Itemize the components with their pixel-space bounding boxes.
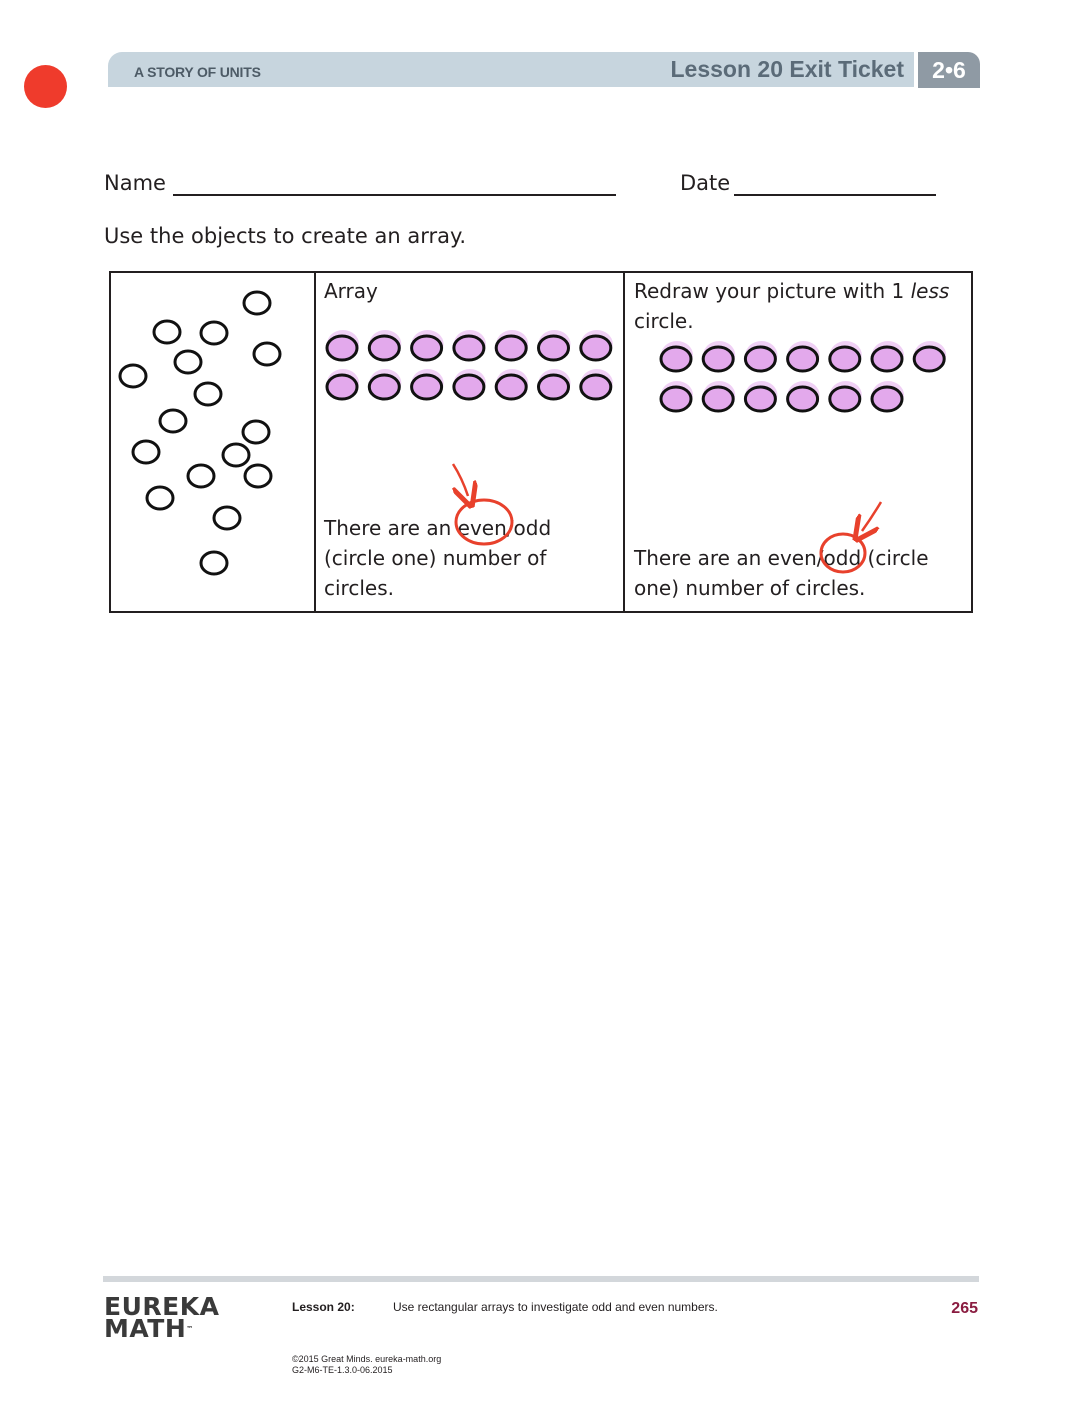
array-circle [454,375,484,399]
array-circle [539,375,569,399]
redraw-drawing [661,341,946,411]
redraw-circle [745,387,775,411]
array-circle [539,336,569,360]
object-circle [214,507,240,529]
redraw-circle [830,347,860,371]
array-statement-line-2: (circle one) number of [324,546,547,570]
redraw-circle [703,387,733,411]
redraw-circle [872,347,902,371]
statement-prefix: There are an [324,516,458,540]
object-circle [254,343,280,365]
redraw-circle [661,387,691,411]
answer-annotations [453,464,881,572]
copyright-line: ©2015 Great Minds. eureka-math.org [292,1354,442,1364]
redraw-circle [703,347,733,371]
logo-trademark: ™ [186,1325,194,1333]
redraw-circle [788,347,818,371]
document-code: G2-M6-TE-1.3.0-06.2015 [292,1365,393,1375]
even-answer-circle [456,500,512,544]
date-label: Date [680,171,731,195]
redraw-circle [872,387,902,411]
scattered-objects [120,292,280,574]
option-odd[interactable]: odd [513,516,552,540]
object-circle [195,383,221,405]
object-circle [243,421,269,443]
array-circle [369,375,399,399]
statement-prefix: There are an [634,546,768,570]
even-answer-arrow [453,464,468,496]
option-even[interactable]: even [767,546,817,570]
object-circle [223,444,249,466]
array-statement-line-3: circles. [324,576,394,600]
object-circle [244,292,270,314]
object-circle [245,465,271,487]
array-circle [412,375,442,399]
array-title: Array [324,279,378,303]
redraw-title-emphasis: less [910,279,950,303]
series-title: A STORY OF UNITS [134,64,261,80]
array-circle [369,336,399,360]
array-circle [581,336,611,360]
option-separator: / [816,546,824,570]
name-label: Name [104,171,166,195]
footer-lesson-label: Lesson 20: [292,1300,355,1314]
array-circle [581,375,611,399]
array-drawing [327,330,613,399]
object-circle [120,365,146,387]
object-circle [201,322,227,344]
object-circle [133,441,159,463]
redraw-statement-line-2: one) number of circles. [634,576,866,600]
instructions: Use the objects to create an array. [104,224,467,248]
grade-module-tab: 2•6 [918,52,980,88]
odd-answer-arrow [862,502,881,531]
page-number: 265 [951,1300,978,1317]
object-circle [160,410,186,432]
object-circle [175,351,201,373]
option-odd[interactable]: odd [823,546,862,570]
array-circle [496,375,526,399]
array-circle [327,336,357,360]
logo-line-1: EUREKA [104,1292,220,1321]
footer-rule [103,1276,979,1282]
eureka-math-logo [104,1292,220,1343]
redraw-circle [661,347,691,371]
redraw-circle [830,387,860,411]
object-circle [154,321,180,343]
statement-suffix: (circle [861,546,929,570]
option-even[interactable]: even [457,516,507,540]
odd-answer-circle [821,534,865,572]
array-circle [454,336,484,360]
redraw-circle [745,347,775,371]
redraw-title-line-2: circle. [634,309,694,333]
footer-lesson-description: Use rectangular arrays to investigate odd and even numbers. [393,1300,718,1314]
lesson-title: Lesson 20 Exit Ticket [670,56,904,82]
object-circle [201,552,227,574]
redraw-title-prefix: Redraw your picture with 1 [634,279,911,303]
logo-line-2: MATH [104,1314,187,1343]
redraw-circle [788,387,818,411]
array-circle [412,336,442,360]
array-circle [327,375,357,399]
array-circle [496,336,526,360]
object-circle [147,487,173,509]
object-circle [188,465,214,487]
copyright [292,1354,441,1376]
redraw-circle [914,347,944,371]
option-separator: / [506,516,514,540]
